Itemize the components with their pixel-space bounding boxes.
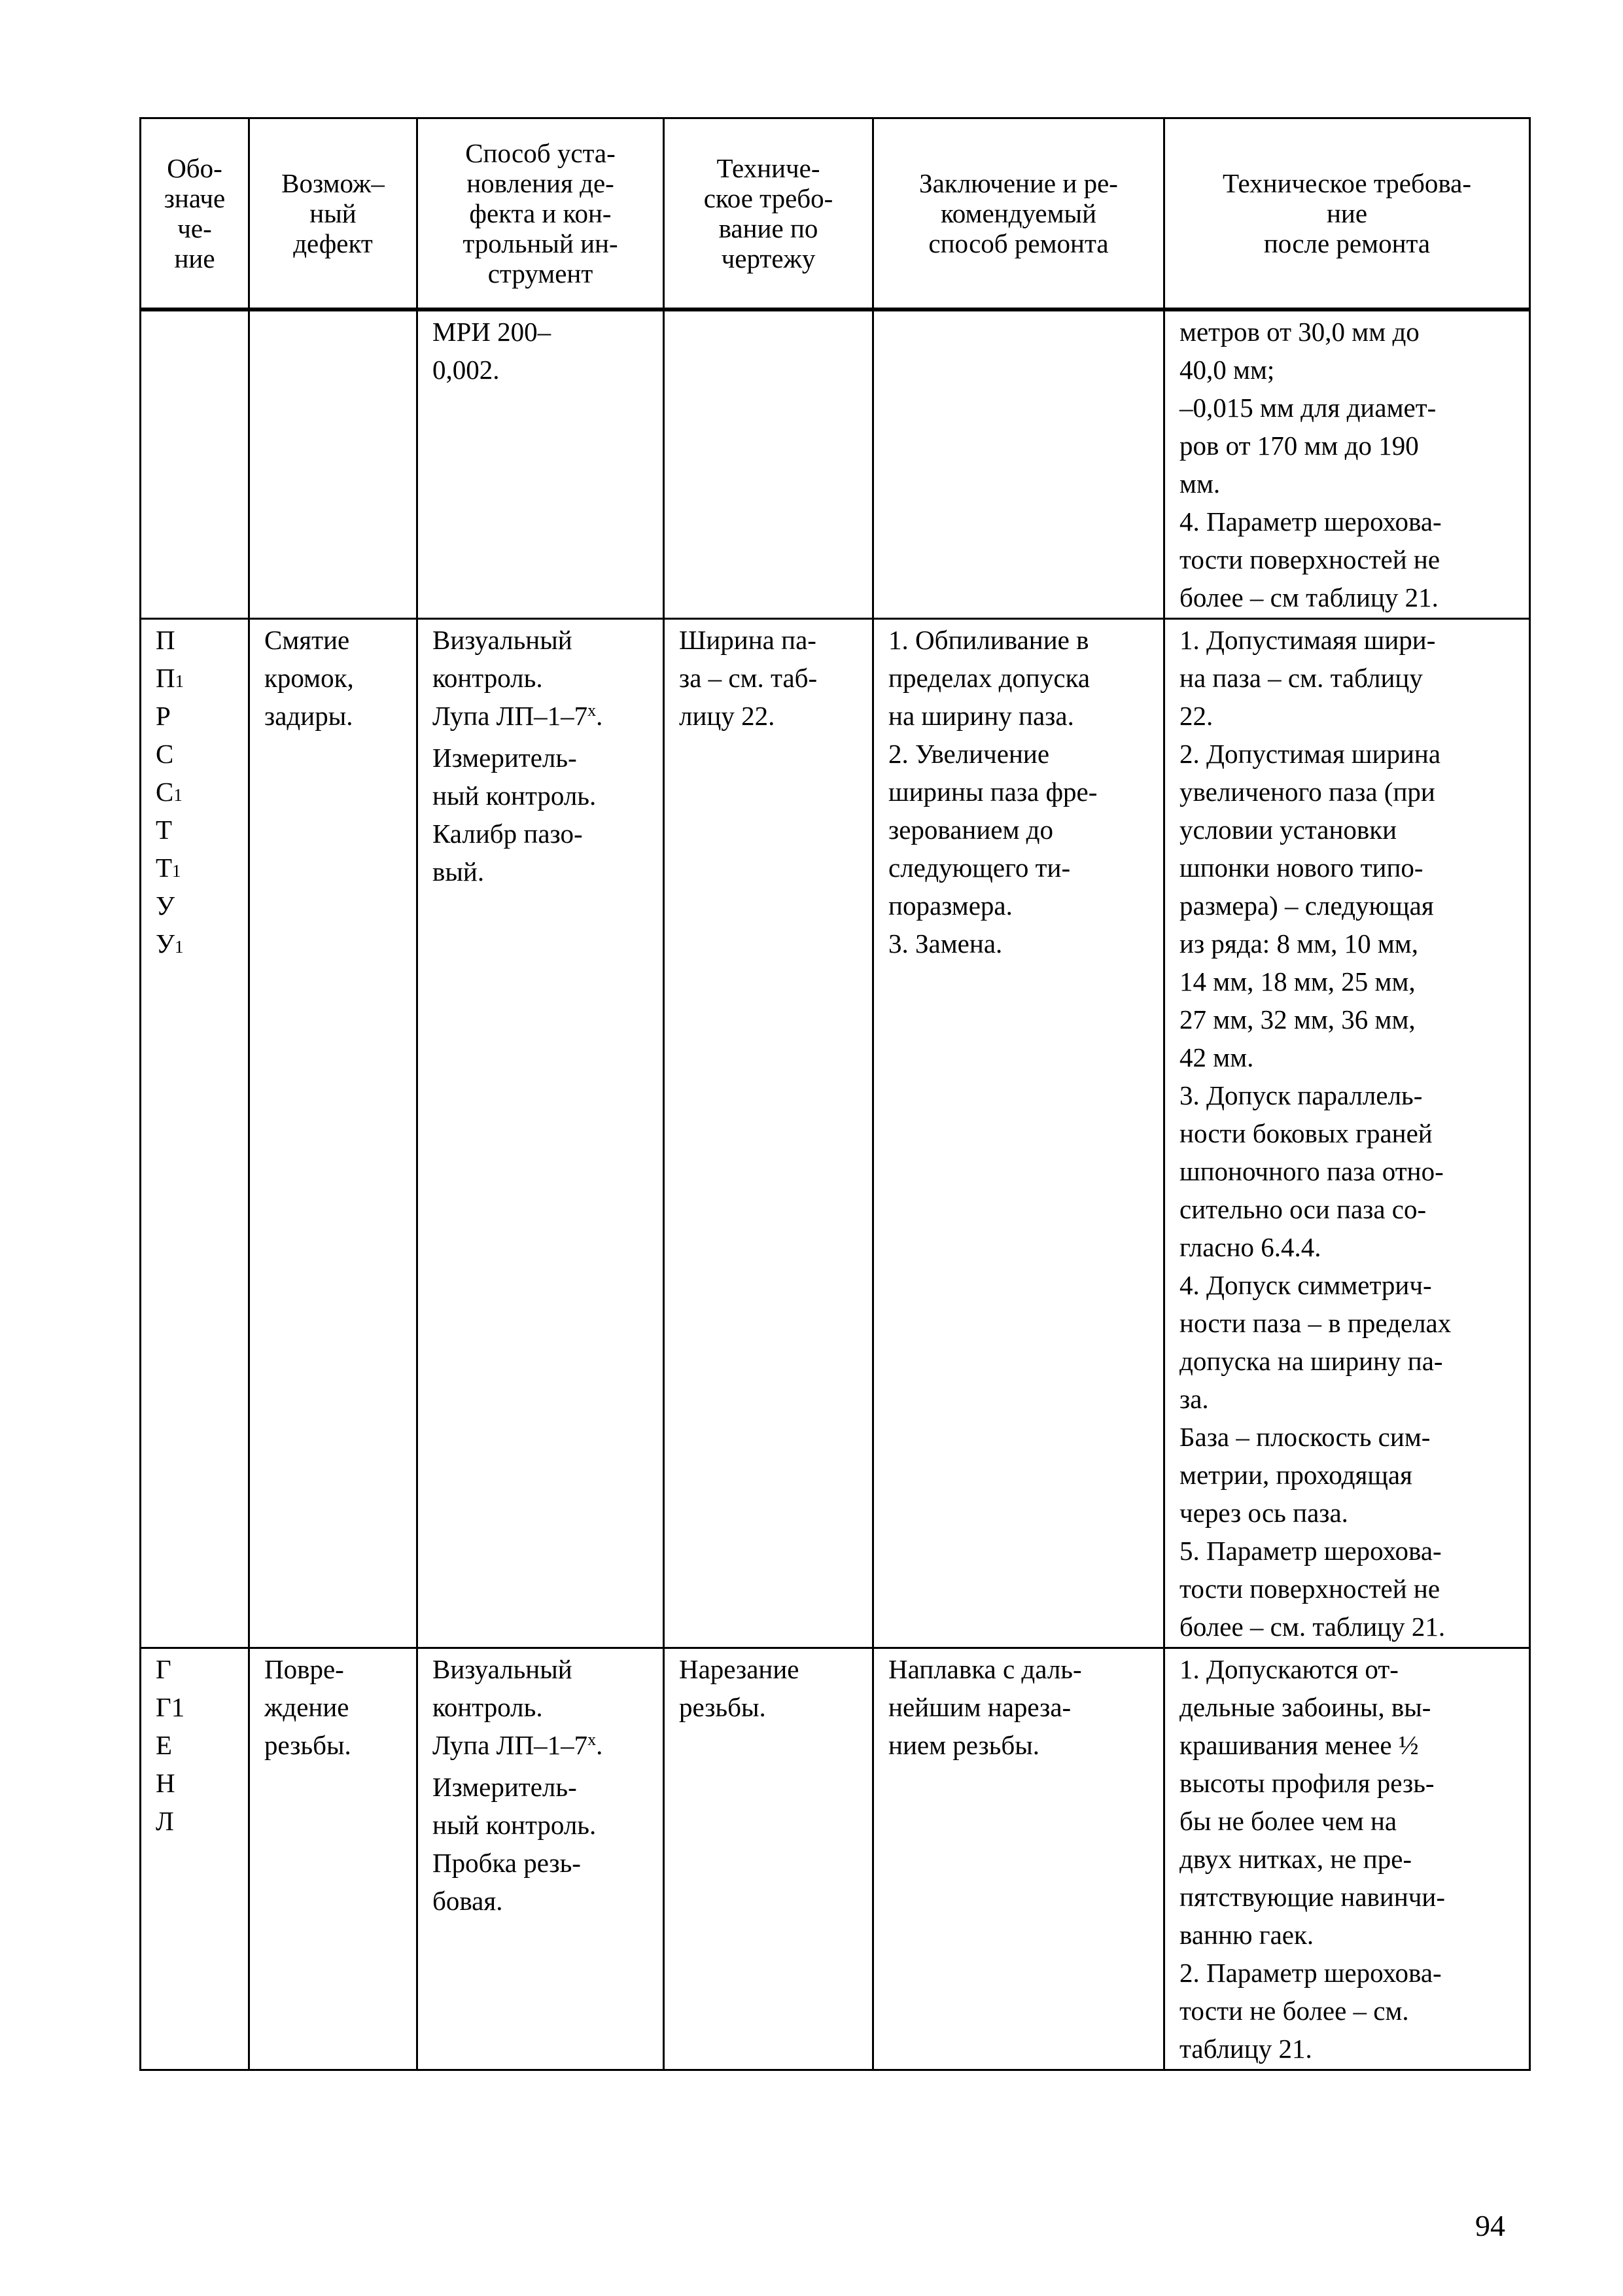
cell-line: 4. Параметр шерохова- [1179,506,1442,537]
cell-line: поразмера. [888,891,1013,921]
designation-symbol: Т [156,815,173,845]
designation-symbol: П1 [156,663,184,693]
cell-line: высоты профиля резь- [1179,1768,1435,1798]
cell-line: 22. [1179,701,1213,731]
header-line: Обо- [167,153,222,183]
cell-line: метров от 30,0 мм до [1179,317,1420,347]
header-line: Возмож– [281,168,385,198]
cell-line: на паза – см. таблицу [1179,663,1423,693]
cell-line: условии установки [1179,815,1397,845]
cell-line: тости не более – см. [1179,1996,1409,2026]
cell-method [417,311,664,619]
cell-line: гласно 6.4.4. [1179,1232,1321,1262]
cell-line: резьбы. [679,1692,766,1722]
cell-line: метрии, проходящая [1179,1460,1412,1490]
cell-line: ширины паза фре- [888,777,1098,807]
cell-line: шпонки нового типо- [1179,853,1423,883]
cell-drawing-requirement [664,311,873,619]
cell-line: 3. Замена. [888,928,1003,959]
cell-line: нейшим нареза- [888,1692,1072,1722]
cell-line: вый. [432,857,485,887]
defect-table [139,117,1531,2071]
header-line: значе [164,183,226,213]
cell-line: задиры. [264,701,353,731]
cell-line: Ширина па- [679,625,816,655]
cell-line: 4. Допуск симметрич- [1179,1270,1432,1300]
cell-line: ный контроль. [432,1810,597,1840]
cell-line: Лупа $ЛП-1-7^х$. [432,1730,603,1760]
cell-line: 2. Параметр шерохова- [1179,1958,1442,1988]
cell-defect [249,619,417,1648]
cell-line: тости поверхностей не [1179,1574,1440,1604]
cell-after-repair [1164,619,1530,1648]
cell-defect [249,1648,417,2070]
header-drawing-requirement [664,118,873,309]
cell-line: увеличеного паза (при [1179,777,1435,807]
cell-line: 1. Допускаются от- [1179,1654,1399,1684]
cell-line: пятствующие навинчи- [1179,1882,1445,1912]
header-line: вание по [718,213,818,243]
designation-symbol: Г [156,1654,171,1684]
cell-line: таблицу 21. [1179,2034,1312,2064]
cell-line: размера) – следующая [1179,891,1434,921]
cell-line: мм. [1179,468,1221,499]
cell-line: Визуальный [432,625,572,655]
header-detection-method [417,118,664,309]
cell-line: через ось паза. [1179,1498,1348,1528]
cell-line: Измеритель- [432,1772,577,1802]
cell-line: на ширину паза. [888,701,1074,731]
table-row [141,619,1530,1648]
cell-designation [141,1648,249,2070]
cell-line: лицу 22. [679,701,775,731]
header-defect [249,118,417,309]
cell-line: МРИ 200– [432,317,551,347]
cell-line: 1. Допустимаяя шири- [1179,625,1436,655]
designation-symbol: У [156,891,175,921]
header-designation [141,118,249,309]
page-number: 94 [1475,2209,1505,2242]
cell-line: бы не более чем на [1179,1806,1397,1836]
cell-line: двух нитках, не пре- [1179,1844,1412,1874]
cell-line: 5. Параметр шерохова- [1179,1536,1442,1566]
header-line: ние [1326,198,1368,228]
cell-line: 1. Обпиливание в [888,625,1089,655]
cell-line: 27 мм, 32 мм, 36 мм, [1179,1004,1416,1034]
cell-line: Калибр пазо- [432,819,583,849]
cell-line: более – см. таблицу 21. [1179,1612,1446,1642]
header-line: трольный ин- [462,228,618,258]
cell-line: Пробка резь- [432,1848,581,1878]
cell-line: зерованием до [888,815,1054,845]
cell-defect [249,311,417,619]
cell-drawing-requirement [664,1648,873,2070]
cell-line: 42 мм. [1179,1042,1254,1072]
cell-line: пределах допуска [888,663,1091,693]
designation-symbol: С1 [156,777,183,807]
designation-symbol: Р [156,701,171,731]
designation-symbol: Т1 [156,853,181,883]
cell-line: 0,002. [432,355,500,385]
cell-line: ности паза – в пределах [1179,1308,1452,1338]
header-line: новления де- [466,168,614,198]
cell-line: 2. Допустимая ширина [1179,739,1441,769]
header-post-repair-requirement [1164,118,1530,309]
cell-line: следующего ти- [888,853,1071,883]
header-line: ние [174,243,215,274]
header-repair-conclusion [873,118,1164,309]
cell-line: Визуальный [432,1654,572,1684]
cell-line: за. [1179,1384,1209,1414]
cell-line: ров от 170 мм до 190 [1179,431,1419,461]
designation-symbol: Н [156,1768,175,1798]
header-line: дефект [293,228,373,258]
cell-line: контроль. [432,663,543,693]
cell-designation [141,311,249,619]
designation-symbol: Г1 [156,1692,185,1722]
header-line: способ ремонта [928,228,1109,258]
cell-line: ванню гаек. [1179,1920,1314,1950]
cell-line: ный контроль. [432,781,597,811]
cell-line: –0,015 мм для диамет- [1179,393,1437,423]
cell-line: кромок, [264,663,354,693]
cell-line: крашивания менее ½ [1179,1730,1419,1760]
designation-symbol: У1 [156,928,184,959]
cell-line: нием резьбы. [888,1730,1040,1760]
designation-symbol: Л [156,1806,174,1836]
header-line: струмент [487,258,593,289]
header-line: Заключение и ре- [919,168,1118,198]
header-line: ный [309,198,357,228]
cell-after-repair [1164,311,1530,619]
designation-symbol: С [156,739,174,769]
cell-conclusion [873,619,1164,1648]
header-line: Способ уста- [465,138,616,168]
cell-line: 14 мм, 18 мм, 25 мм, [1179,966,1416,997]
header-line: чертежу [721,243,816,274]
table-header-row [141,118,1530,309]
header-line: че- [177,213,212,243]
cell-line: 3. Допуск параллель- [1179,1080,1423,1110]
cell-line: допуска на ширину па- [1179,1346,1443,1376]
table-row [141,311,1530,619]
header-line: Техническое требова- [1223,168,1471,198]
designation-symbol: П [156,625,175,655]
header-line: фекта и кон- [469,198,612,228]
cell-line: ждение [264,1692,349,1722]
cell-line: База – плоскость сим- [1179,1422,1431,1452]
cell-line: Повре- [264,1654,344,1684]
cell-method [417,619,664,1648]
table-row [141,1648,1530,2070]
cell-line: Наплавка с даль- [888,1654,1082,1684]
cell-line: дельные забоины, вы- [1179,1692,1431,1722]
cell-line: из ряда: 8 мм, 10 мм, [1179,928,1418,959]
cell-line: 40,0 мм; [1179,355,1275,385]
header-line: ское требо- [703,183,833,213]
cell-line: тости поверхностей не [1179,544,1440,574]
cell-line: Смятие [264,625,350,655]
cell-after-repair [1164,1648,1530,2070]
cell-line: 2. Увеличение [888,739,1050,769]
cell-drawing-requirement [664,619,873,1648]
header-line: после ремонта [1263,228,1431,258]
cell-line: более – см таблицу 21. [1179,582,1439,612]
cell-line: Измеритель- [432,743,577,773]
header-line: комендуемый [940,198,1097,228]
cell-line: бовая. [432,1886,503,1916]
designation-symbol: Е [156,1730,173,1760]
cell-conclusion [873,311,1164,619]
header-line: Техниче- [716,153,820,183]
cell-line: Нарезание [679,1654,799,1684]
cell-line: резьбы. [264,1730,351,1760]
cell-method [417,1648,664,2070]
cell-line: за – см. таб- [679,663,818,693]
cell-line: Лупа $ЛП-1-7^х$. [432,701,603,731]
cell-line: ности боковых граней [1179,1118,1433,1148]
cell-line: шпоночного паза отно- [1179,1156,1444,1186]
cell-conclusion [873,1648,1164,2070]
cell-line: сительно оси паза со- [1179,1194,1427,1224]
cell-designation [141,619,249,1648]
cell-line: контроль. [432,1692,543,1722]
